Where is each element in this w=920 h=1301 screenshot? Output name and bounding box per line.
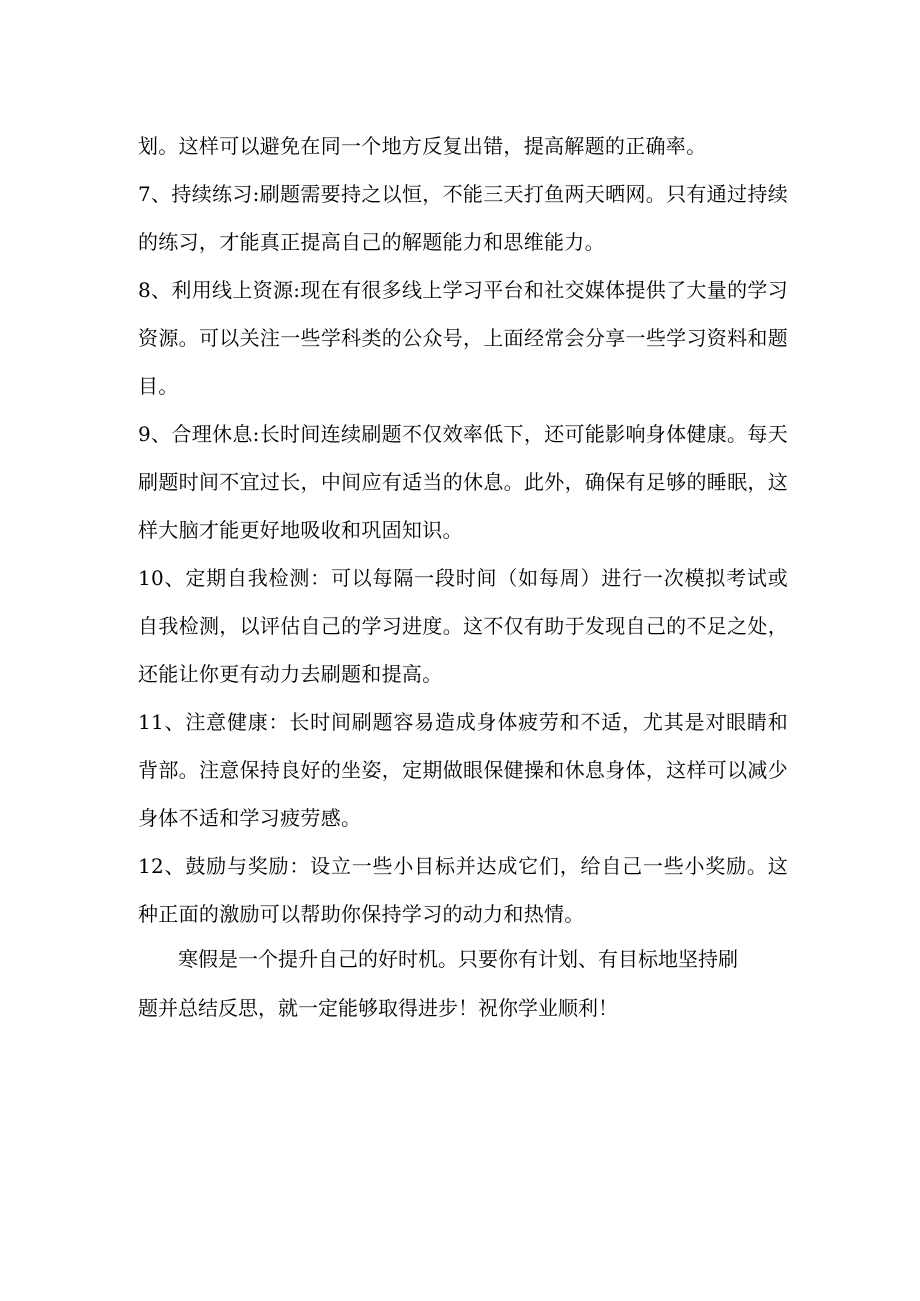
closing-line-1: 寒假是一个提升自己的好时机。只要你有计划、有目标地坚持刷 xyxy=(178,947,738,971)
continued-paragraph xyxy=(138,122,788,170)
item-number: 7、 xyxy=(138,182,172,206)
item-number: 11、 xyxy=(138,710,186,734)
item-body: 长时间刷题容易造成身体疲劳和不适，尤其是对眼睛和背部。注意保持良好的坐姿，定期做眼保健操和休息身体，这样可以减少身体不适和学习疲劳感。 xyxy=(138,710,789,830)
list-item-10 xyxy=(138,554,788,698)
item-number: 10、 xyxy=(138,566,186,590)
list-item-11 xyxy=(138,698,788,842)
item-number: 9、 xyxy=(138,422,172,446)
closing-line-2: 题并总结反思，就一定能够取得进步！祝你学业顺利！ xyxy=(138,996,618,1020)
item-body: 长时间连续刷题不仅效率低下，还可能影响身体健康。每天刷题时间不宜过长，中间应有适当的休息。此外，确保有足够的睡眠，这样大脑才能更好地吸收和巩固知识。 xyxy=(138,422,788,542)
list-item-9 xyxy=(138,410,788,554)
document-body xyxy=(138,122,788,1036)
item-heading: 持续练习: xyxy=(171,182,260,206)
closing-paragraph xyxy=(138,938,788,1036)
item-heading: 合理休息: xyxy=(171,422,260,446)
item-body: 可以每隔一段时间（如每周）进行一次模拟考试或自我检测，以评估自己的学习进度。这不仅有助于发现自己的不足之处，还能让你更有动力去刷题和提高。 xyxy=(138,566,788,686)
item-body: 设立一些小目标并达成它们，给自己一些小奖励。这种正面的激励可以帮助你保持学习的动力和热情。 xyxy=(138,854,788,926)
item-number: 12、 xyxy=(138,854,186,878)
continued-text: 划。这样可以避免在同一个地方反复出错，提高解题的正确率。 xyxy=(138,134,707,158)
item-heading: 鼓励与奖励： xyxy=(185,854,311,878)
item-heading: 定期自我检测： xyxy=(185,566,331,590)
list-item-7 xyxy=(138,170,788,266)
item-heading: 注意健康： xyxy=(185,710,290,734)
list-item-8 xyxy=(138,266,788,410)
item-body: 刷题需要持之以恒，不能三天打鱼两天晒网。只有通过持续的练习，才能真正提高自己的解题能力和思维能力。 xyxy=(138,182,788,254)
item-heading: 利用线上资源: xyxy=(171,278,301,302)
list-item-12 xyxy=(138,842,788,938)
item-number: 8、 xyxy=(138,278,172,302)
item-body: 现在有很多线上学习平台和社交媒体提供了大量的学习资源。可以关注一些学科类的公众号，上面经常会分享一些学习资料和题目。 xyxy=(138,278,789,398)
